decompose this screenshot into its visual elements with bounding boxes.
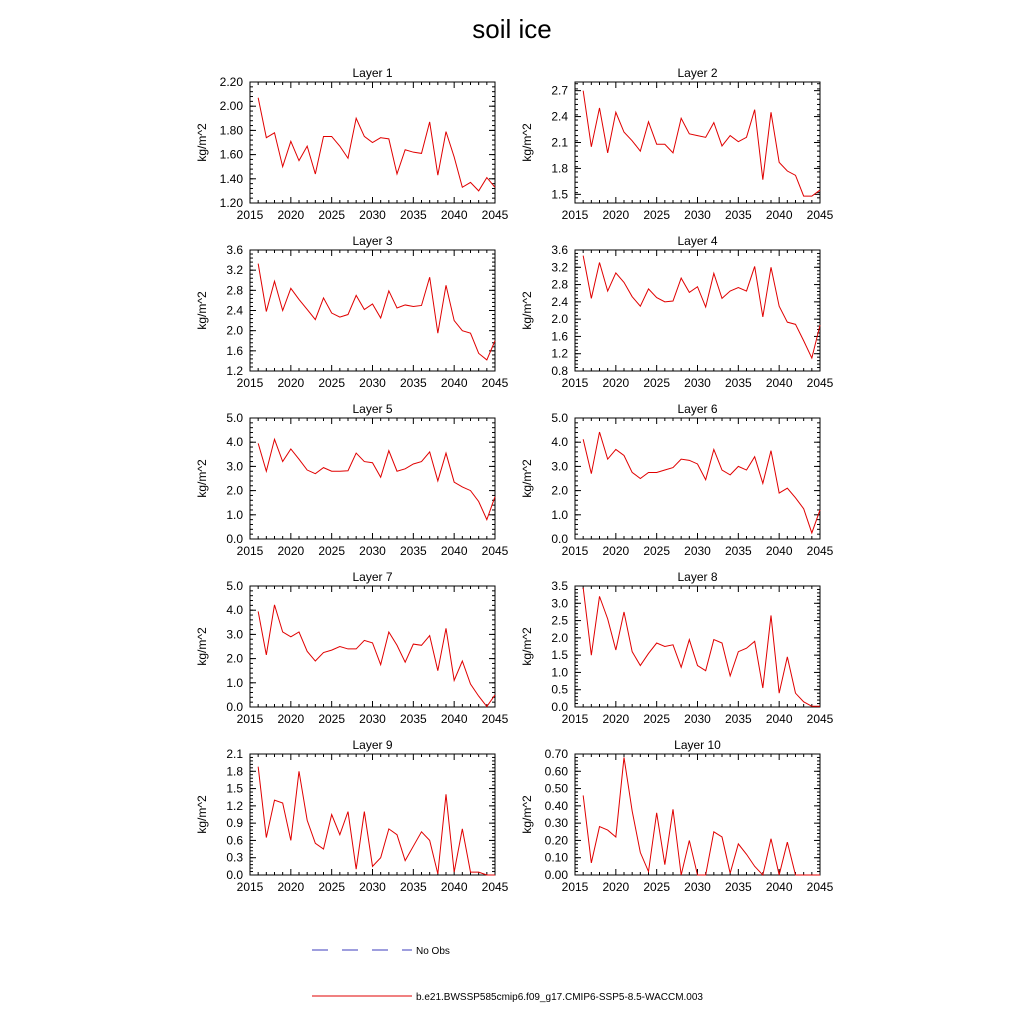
plot-frame bbox=[575, 250, 820, 371]
x-tick-label: 2025 bbox=[318, 208, 346, 222]
y-tick-label: 1.2 bbox=[226, 798, 243, 813]
x-tick-label: 2020 bbox=[277, 712, 305, 726]
chart-panel-9 bbox=[195, 738, 509, 894]
x-tick-label: 2045 bbox=[806, 712, 834, 726]
y-tick-label: 3.6 bbox=[551, 243, 568, 257]
x-tick-label: 2045 bbox=[806, 544, 834, 558]
panel-title: Layer 2 bbox=[677, 66, 718, 80]
panel-title: Layer 10 bbox=[674, 738, 721, 752]
x-tick-label: 2035 bbox=[399, 712, 427, 726]
x-tick-label: 2015 bbox=[236, 880, 264, 894]
series-line bbox=[583, 757, 820, 875]
y-tick-label: 2.0 bbox=[226, 323, 243, 338]
panel-title: Layer 3 bbox=[352, 234, 393, 248]
y-tick-label: 1.0 bbox=[226, 507, 243, 522]
y-tick-label: 2.20 bbox=[219, 75, 243, 89]
series-line bbox=[258, 264, 495, 360]
x-tick-label: 2045 bbox=[481, 712, 509, 726]
y-axis-label: kg/m^2 bbox=[195, 291, 209, 330]
y-tick-label: 2.4 bbox=[551, 109, 568, 124]
x-tick-label: 2040 bbox=[765, 880, 793, 894]
x-tick-label: 2025 bbox=[318, 880, 346, 894]
series-line bbox=[583, 91, 820, 196]
x-tick-label: 2015 bbox=[236, 544, 264, 558]
y-tick-label: 0.0 bbox=[226, 700, 243, 714]
x-tick-label: 2025 bbox=[643, 208, 671, 222]
x-tick-label: 2015 bbox=[561, 880, 589, 894]
plot-frame bbox=[575, 418, 820, 539]
x-tick-label: 2035 bbox=[724, 208, 752, 222]
x-tick-label: 2020 bbox=[277, 880, 305, 894]
plot-frame bbox=[250, 250, 495, 371]
panel-title: Layer 4 bbox=[677, 234, 718, 248]
y-tick-label: 1.2 bbox=[551, 346, 568, 361]
y-tick-label: 2.4 bbox=[551, 294, 568, 309]
series-line bbox=[258, 98, 495, 191]
y-tick-label: 0.50 bbox=[544, 781, 568, 796]
plot-frame bbox=[575, 82, 820, 203]
y-tick-label: 4.0 bbox=[226, 435, 243, 450]
x-tick-label: 2025 bbox=[643, 376, 671, 390]
chart-panel-1 bbox=[195, 66, 509, 222]
y-tick-label: 1.20 bbox=[219, 196, 243, 210]
panel-title: Layer 1 bbox=[352, 66, 393, 80]
y-tick-label: 1.80 bbox=[219, 123, 243, 138]
x-tick-label: 2045 bbox=[481, 544, 509, 558]
series-line bbox=[583, 256, 820, 358]
y-tick-label: 0.0 bbox=[551, 532, 568, 546]
y-tick-label: 2.0 bbox=[226, 483, 243, 498]
x-tick-label: 2045 bbox=[806, 376, 834, 390]
x-tick-label: 2040 bbox=[440, 712, 468, 726]
x-tick-label: 2040 bbox=[765, 376, 793, 390]
y-tick-label: 3.0 bbox=[551, 596, 568, 611]
y-axis-label: kg/m^2 bbox=[520, 627, 534, 666]
y-tick-label: 1.0 bbox=[551, 507, 568, 522]
y-tick-label: 0.10 bbox=[544, 850, 568, 865]
x-tick-label: 2025 bbox=[643, 880, 671, 894]
x-tick-label: 2040 bbox=[440, 208, 468, 222]
chart-panels bbox=[195, 66, 834, 894]
x-tick-label: 2040 bbox=[765, 544, 793, 558]
y-tick-label: 1.6 bbox=[551, 329, 568, 344]
x-tick-label: 2040 bbox=[440, 544, 468, 558]
x-tick-label: 2020 bbox=[602, 208, 630, 222]
y-axis-label: kg/m^2 bbox=[195, 627, 209, 666]
panel-title: Layer 6 bbox=[677, 402, 718, 416]
chart-panel-10 bbox=[520, 738, 834, 894]
legend-label-no-obs: No Obs bbox=[416, 946, 450, 957]
y-tick-label: 0.5 bbox=[551, 682, 568, 697]
y-tick-label: 3.2 bbox=[551, 260, 568, 275]
y-tick-label: 1.40 bbox=[219, 171, 243, 186]
y-tick-label: 2.0 bbox=[551, 483, 568, 498]
y-tick-label: 2.0 bbox=[551, 630, 568, 645]
y-tick-label: 1.5 bbox=[551, 187, 568, 202]
legend-label-model: b.e21.BWSSP585cmip6.f09_g17.CMIP6-SSP5-8.5-WACCM.003 bbox=[416, 992, 703, 1003]
x-tick-label: 2035 bbox=[399, 544, 427, 558]
y-tick-label: 1.0 bbox=[226, 675, 243, 690]
panel-title: Layer 9 bbox=[352, 738, 393, 752]
y-tick-label: 0.0 bbox=[226, 868, 243, 882]
y-tick-label: 1.60 bbox=[219, 147, 243, 162]
y-tick-label: 1.0 bbox=[551, 665, 568, 680]
x-tick-label: 2035 bbox=[724, 712, 752, 726]
y-tick-label: 0.3 bbox=[226, 850, 243, 865]
series-line bbox=[258, 439, 495, 519]
y-tick-label: 0.70 bbox=[544, 747, 568, 761]
legend bbox=[312, 946, 703, 1003]
x-tick-label: 2030 bbox=[359, 712, 386, 726]
chart-panel-5 bbox=[195, 402, 509, 558]
y-tick-label: 5.0 bbox=[226, 411, 243, 425]
x-tick-label: 2045 bbox=[481, 208, 509, 222]
y-tick-label: 3.5 bbox=[551, 579, 568, 593]
x-tick-label: 2015 bbox=[236, 376, 264, 390]
x-tick-label: 2035 bbox=[399, 376, 427, 390]
x-tick-label: 2020 bbox=[277, 544, 305, 558]
x-tick-label: 2040 bbox=[765, 208, 793, 222]
x-tick-label: 2030 bbox=[359, 208, 386, 222]
y-tick-label: 1.5 bbox=[226, 781, 243, 796]
x-tick-label: 2015 bbox=[561, 544, 589, 558]
y-tick-label: 0.8 bbox=[551, 364, 568, 378]
chart-panel-3 bbox=[195, 234, 509, 390]
chart-panel-2 bbox=[520, 66, 834, 222]
x-tick-label: 2030 bbox=[684, 544, 711, 558]
x-tick-label: 2045 bbox=[481, 376, 509, 390]
y-tick-label: 0.00 bbox=[544, 868, 568, 882]
y-axis-label: kg/m^2 bbox=[520, 291, 534, 330]
x-tick-label: 2020 bbox=[602, 544, 630, 558]
y-tick-label: 3.0 bbox=[226, 627, 243, 642]
y-tick-label: 2.00 bbox=[219, 99, 243, 114]
y-tick-label: 0.40 bbox=[544, 798, 568, 813]
chart-panel-8 bbox=[520, 570, 834, 726]
chart-panel-6 bbox=[520, 402, 834, 558]
y-tick-label: 2.5 bbox=[551, 613, 568, 628]
y-tick-label: 0.0 bbox=[226, 532, 243, 546]
x-tick-label: 2035 bbox=[399, 880, 427, 894]
y-tick-label: 5.0 bbox=[551, 411, 568, 425]
x-tick-label: 2045 bbox=[806, 208, 834, 222]
y-axis-label: kg/m^2 bbox=[520, 123, 534, 162]
series-line bbox=[258, 605, 495, 707]
x-tick-label: 2025 bbox=[318, 376, 346, 390]
x-tick-label: 2030 bbox=[359, 376, 386, 390]
panel-title: Layer 8 bbox=[677, 570, 718, 584]
y-tick-label: 0.30 bbox=[544, 816, 568, 831]
x-tick-label: 2035 bbox=[724, 544, 752, 558]
x-tick-label: 2030 bbox=[684, 712, 711, 726]
x-tick-label: 2015 bbox=[561, 712, 589, 726]
y-tick-label: 4.0 bbox=[226, 603, 243, 618]
x-tick-label: 2040 bbox=[440, 880, 468, 894]
y-tick-label: 1.8 bbox=[551, 161, 568, 176]
plot-frame bbox=[575, 586, 820, 707]
y-tick-label: 3.0 bbox=[226, 459, 243, 474]
y-tick-label: 3.6 bbox=[226, 243, 243, 257]
y-tick-label: 0.9 bbox=[226, 816, 243, 831]
y-tick-label: 2.1 bbox=[551, 135, 568, 150]
y-axis-label: kg/m^2 bbox=[520, 459, 534, 498]
x-tick-label: 2040 bbox=[765, 712, 793, 726]
x-tick-label: 2020 bbox=[602, 376, 630, 390]
y-tick-label: 0.0 bbox=[551, 700, 568, 714]
y-tick-label: 1.5 bbox=[551, 648, 568, 663]
panel-title: Layer 5 bbox=[352, 402, 393, 416]
y-tick-label: 1.8 bbox=[226, 764, 243, 779]
y-tick-label: 2.4 bbox=[226, 303, 243, 318]
x-tick-label: 2020 bbox=[277, 208, 305, 222]
y-tick-label: 3.2 bbox=[226, 263, 243, 278]
plot-frame bbox=[250, 754, 495, 875]
y-tick-label: 2.0 bbox=[551, 312, 568, 327]
x-tick-label: 2025 bbox=[318, 544, 346, 558]
x-tick-label: 2015 bbox=[561, 376, 589, 390]
y-axis-label: kg/m^2 bbox=[520, 795, 534, 834]
x-tick-label: 2025 bbox=[318, 712, 346, 726]
panel-title: Layer 7 bbox=[352, 570, 393, 584]
series-line bbox=[583, 588, 820, 707]
y-axis-label: kg/m^2 bbox=[195, 459, 209, 498]
x-tick-label: 2020 bbox=[602, 712, 630, 726]
x-tick-label: 2030 bbox=[684, 880, 711, 894]
y-tick-label: 4.0 bbox=[551, 435, 568, 450]
plot-frame bbox=[250, 586, 495, 707]
y-tick-label: 0.6 bbox=[226, 833, 243, 848]
y-tick-label: 1.6 bbox=[226, 343, 243, 358]
x-tick-label: 2015 bbox=[561, 208, 589, 222]
x-tick-label: 2025 bbox=[643, 544, 671, 558]
y-tick-label: 2.0 bbox=[226, 651, 243, 666]
x-tick-label: 2015 bbox=[236, 208, 264, 222]
x-tick-label: 2035 bbox=[399, 208, 427, 222]
y-tick-label: 2.1 bbox=[226, 747, 243, 761]
plot-frame bbox=[250, 418, 495, 539]
x-tick-label: 2025 bbox=[643, 712, 671, 726]
x-tick-label: 2030 bbox=[359, 880, 386, 894]
x-tick-label: 2020 bbox=[277, 376, 305, 390]
y-tick-label: 2.8 bbox=[226, 283, 243, 298]
y-tick-label: 3.0 bbox=[551, 459, 568, 474]
x-tick-label: 2035 bbox=[724, 376, 752, 390]
chart-panel-7 bbox=[195, 570, 509, 726]
x-tick-label: 2045 bbox=[481, 880, 509, 894]
y-tick-label: 2.7 bbox=[551, 83, 568, 98]
x-tick-label: 2030 bbox=[359, 544, 386, 558]
series-line bbox=[258, 767, 495, 875]
y-tick-label: 1.2 bbox=[226, 364, 243, 378]
chart-panel-4 bbox=[520, 234, 834, 390]
x-tick-label: 2030 bbox=[684, 208, 711, 222]
x-tick-label: 2040 bbox=[440, 376, 468, 390]
x-tick-label: 2030 bbox=[684, 376, 711, 390]
figure-title: soil ice bbox=[472, 14, 552, 44]
series-line bbox=[583, 432, 820, 533]
x-tick-label: 2045 bbox=[806, 880, 834, 894]
y-tick-label: 0.60 bbox=[544, 764, 568, 779]
y-tick-label: 0.20 bbox=[544, 833, 568, 848]
x-tick-label: 2015 bbox=[236, 712, 264, 726]
y-axis-label: kg/m^2 bbox=[195, 795, 209, 834]
x-tick-label: 2035 bbox=[724, 880, 752, 894]
x-tick-label: 2020 bbox=[602, 880, 630, 894]
y-tick-label: 5.0 bbox=[226, 579, 243, 593]
y-tick-label: 2.8 bbox=[551, 277, 568, 292]
y-axis-label: kg/m^2 bbox=[195, 123, 209, 162]
